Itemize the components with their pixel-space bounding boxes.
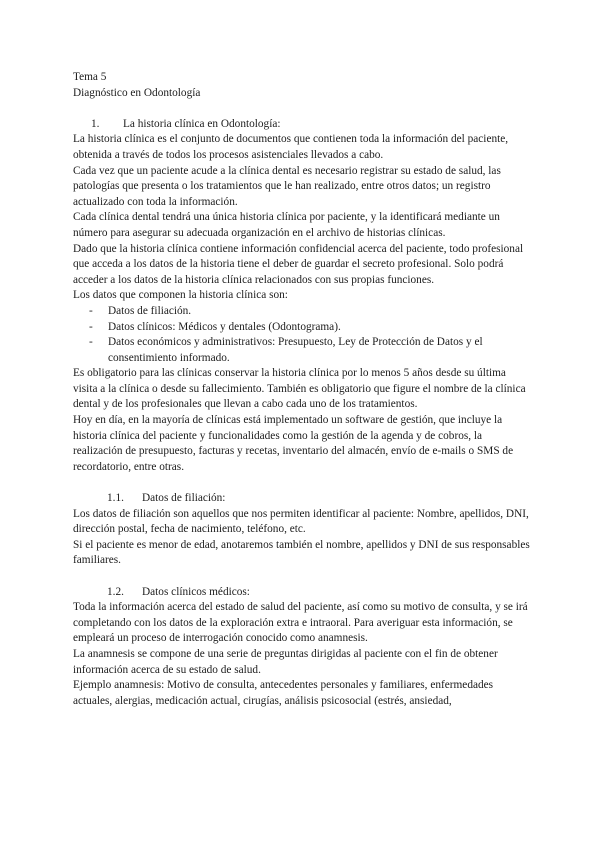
list-item xyxy=(73,320,533,336)
spacer xyxy=(73,569,533,585)
subsection-heading xyxy=(73,585,533,601)
section-title: La historia clínica en Odontología: xyxy=(123,117,281,130)
list-item-text: Datos clínicos: Médicos y dentales (Odontograma). xyxy=(108,320,341,333)
list-item xyxy=(73,335,533,366)
spacer xyxy=(73,475,533,491)
dash-bullet-icon: - xyxy=(89,336,93,349)
paragraph: Los datos de filiación son aquellos que nos permiten identificar al paciente: Nombre, apellidos, DNI, dirección postal, fecha de nacimiento, teléfono, etc. xyxy=(73,507,529,536)
paragraph: Los datos que componen la historia clínica son: xyxy=(73,289,288,302)
subsection-number: 1.2. xyxy=(107,585,124,598)
dash-bullet-icon: - xyxy=(89,320,93,333)
paragraph: Cada clínica dental tendrá una única historia clínica por paciente, y la identificará mediante un número para asegurar su adecuada organización en el archivo de historias clínicas. xyxy=(73,211,500,239)
list-item xyxy=(73,304,533,320)
subsection-number: 1.1. xyxy=(107,492,124,505)
subsection-title: Datos de filiación: xyxy=(142,492,226,505)
paragraph: Es obligatorio para las clínicas conservar la historia clínica por lo menos 5 años desde su última visita a la clínica o desde su fallecimiento. También es obligatorio que figure el nombre de la clínica dental y de los profesionales que llevan a cabo cada uno de los tratamientos. xyxy=(73,367,526,411)
document-content xyxy=(73,70,533,709)
paragraph: Hoy en día, en la mayoría de clínicas está implementado un software de gestión, que incluye la historia clínica del paciente y funcionalidades como la gestión de la agenda y de cobros, la realización de presupuesto, facturas y recetas, inventario del almacén, envío de e-mails o SMS de recordatorio, entre otras. xyxy=(73,414,514,473)
paragraph: Toda la información acerca del estado de salud del paciente, así como su motivo de consulta, y se irá completando con los datos de la exploración extra e intraoral. Para averiguar esta información, se empleará un proceso de interrogación conocido como anamnesis. xyxy=(73,601,528,645)
section-heading xyxy=(73,117,533,133)
list-item-text: Datos de filiación. xyxy=(108,304,192,317)
data-list xyxy=(73,304,533,366)
document-title: Diagnóstico en Odontología xyxy=(73,86,201,99)
subsection-heading xyxy=(73,491,533,507)
spacer xyxy=(73,101,533,117)
paragraph: Ejemplo anamnesis: Motivo de consulta, antecedentes personales y familiares, enfermedades actuales, alergias, medicación actual, cirugías, análisis psicosocial (estrés, ansiedad, xyxy=(73,679,494,707)
dash-bullet-icon: - xyxy=(89,304,93,317)
paragraph: La anamnesis se compone de una serie de preguntas dirigidas al paciente con el fin de obtener información acerca de su estado de salud. xyxy=(73,647,498,676)
paragraph: Dado que la historia clínica contiene información confidencial acerca del paciente, todo profesional que acceda a los datos de la historia tiene el deber de guardar el secreto profesional. Solo podrá acceder a los datos de la historia clínica relacionados con sus propias funciones. xyxy=(73,242,524,286)
topic-label: Tema 5 xyxy=(73,71,107,83)
subsection-title: Datos clínicos médicos: xyxy=(142,585,250,598)
paragraph: La historia clínica es el conjunto de documentos que contienen toda la información del paciente, obtenida a través de todos los procesos asistenciales llevados a cabo. xyxy=(73,133,509,161)
paragraph: Cada vez que un paciente acude a la clínica dental es necesario registrar su estado de salud, las patologías que presenta o los tratamientos que le han realizado, entre otros datos; un registro actualizado con toda la información. xyxy=(73,164,501,208)
list-item-text: Datos económicos y administrativos: Presupuesto, Ley de Protección de Datos y el consentimiento informado. xyxy=(108,336,483,364)
section-number: 1. xyxy=(91,117,100,130)
paragraph: Si el paciente es menor de edad, anotaremos también el nombre, apellidos y DNI de sus responsables familiares. xyxy=(73,538,530,567)
